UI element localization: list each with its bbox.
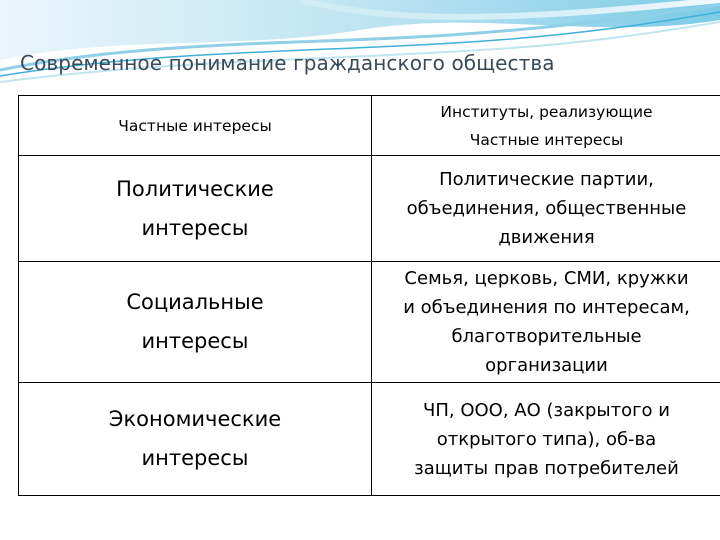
institution-line: Политические партии, xyxy=(439,169,654,190)
interest-line: интересы xyxy=(141,215,249,240)
interest-line: интересы xyxy=(141,329,249,353)
interest-line: интересы xyxy=(141,446,249,470)
header-left-text: Частные интересы xyxy=(118,116,272,135)
interests-table xyxy=(18,95,720,496)
interest-cell xyxy=(19,156,372,262)
table-row xyxy=(19,383,720,496)
header-cell-private-interests xyxy=(19,96,372,156)
interest-line: Политические xyxy=(116,176,274,201)
table-row xyxy=(19,156,720,262)
interest-line: Экономические xyxy=(108,407,282,431)
institution-line: ЧП, ООО, АО (закрытого и xyxy=(423,399,670,421)
institution-cell xyxy=(372,383,720,496)
institution-line: защиты прав потребителей xyxy=(414,457,679,479)
institution-line: открытого типа), об-ва xyxy=(436,428,657,450)
table-header-row xyxy=(19,96,720,156)
institution-line: объединения, общественные xyxy=(406,198,687,219)
institution-line: и объединения по интересам, xyxy=(403,297,690,318)
interest-cell xyxy=(19,262,372,383)
institution-cell xyxy=(372,156,720,262)
interest-cell xyxy=(19,383,372,496)
table-row xyxy=(19,262,720,383)
slide-title: Современное понимание гражданского общества xyxy=(20,51,555,75)
institution-cell xyxy=(372,262,720,383)
institution-line: благотворительные xyxy=(451,326,642,347)
header-cell-institutions xyxy=(372,96,720,156)
header-right-line: Институты, реализующие xyxy=(440,102,653,121)
institution-line: Семья, церковь, СМИ, кружки xyxy=(404,268,689,289)
header-right-line: Частные интересы xyxy=(469,130,624,149)
institution-line: движения xyxy=(498,227,595,248)
wave-graphic xyxy=(0,0,720,95)
header-wave-decoration xyxy=(0,0,720,95)
interest-line: Социальные xyxy=(126,290,264,314)
institution-line: организации xyxy=(485,355,608,376)
